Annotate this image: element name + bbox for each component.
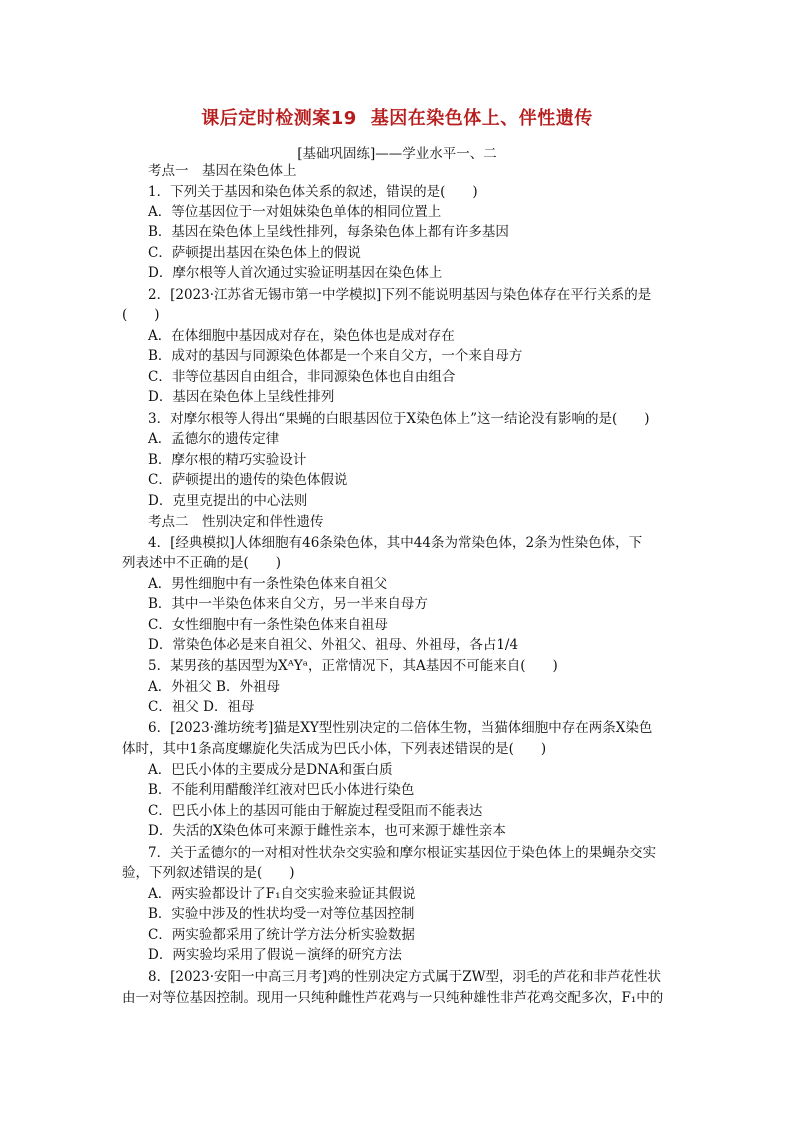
answer-option: B．不能利用醋酸洋红液对巴氏小体进行染色 [148, 782, 415, 798]
answer-option: A．等位基因位于一对姐妹染色单体的相同位置上 [148, 204, 442, 220]
question-text: 6．[2023·潍坊统考]猫是XY型性别决定的二倍体生物，当猫体细胞中存在两条X染色 [148, 720, 653, 736]
answer-option: C．非等位基因自由组合，非同源染色体也自由组合 [148, 369, 456, 385]
answer-option: A．孟德尔的遗传定律 [148, 431, 280, 447]
answer-option: C．女性细胞中有一条性染色体来自祖母 [148, 617, 388, 633]
section-heading: 考点二 性别决定和伴性遗传 [148, 514, 324, 530]
answer-option: C．萨顿提出基因在染色体上的假说 [148, 245, 361, 261]
answer-option: B．摩尔根的精巧实验设计 [148, 452, 307, 468]
question-text: 由一对等位基因控制。现用一只纯种雌性芦花鸡与一只纯种雄性非芦花鸡交配多次，F₁中的 [122, 990, 664, 1006]
question-text: 7．关于孟德尔的一对相对性状杂交实验和摩尔根证实基因位于染色体上的果蝇杂交实 [148, 845, 657, 861]
answer-option: C．两实验都采用了统计学方法分析实验数据 [148, 927, 415, 943]
answer-option: D．摩尔根等人首次通过实验证明基因在染色体上 [148, 265, 443, 281]
question-text: 2．[2023·江苏省无锡市第一中学模拟]下列不能说明基因与染色体存在平行关系的是 [148, 287, 652, 303]
section-heading: 考点一 基因在染色体上 [148, 163, 297, 179]
question-text: 列表述中不正确的是( ) [122, 555, 282, 571]
page-title [0, 104, 794, 130]
title-part-1: 课后定时检测案19 [201, 108, 357, 129]
answer-option: B．基因在染色体上呈线性排列，每条染色体上都有许多基因 [148, 224, 509, 240]
answer-option: A．外祖父 B．外祖母 [148, 679, 280, 695]
question-text: 8．[2023·安阳一中高三月考]鸡的性别决定方式属于ZW型，羽毛的芦花和非芦花性状 [148, 969, 662, 985]
answer-option: B．其中一半染色体来自父方，另一半来自母方 [148, 596, 428, 612]
question-text: 3．对摩尔根等人得出“果蝇的白眼基因位于X染色体上”这一结论没有影响的是( ) [148, 411, 650, 427]
answer-option: A．男性细胞中有一条性染色体来自祖父 [148, 576, 388, 592]
question-text: 5．某男孩的基因型为XᴬYᵃ，正常情况下，其A基因不可能来自( ) [148, 658, 558, 674]
question-text: 4．[经典模拟]人体细胞有46条染色体，其中44条为常染色体，2条为性染色体，下 [148, 535, 643, 551]
answer-option: B．实验中涉及的性状均受一对等位基因控制 [148, 906, 415, 922]
answer-option: A．巴氏小体的主要成分是DNA和蛋白质 [148, 762, 393, 778]
section-subtitle: [基础巩固练]——学业水平一、二 [297, 146, 497, 162]
question-text: 1．下列关于基因和染色体关系的叙述，错误的是( ) [148, 184, 478, 200]
answer-option: B．成对的基因与同源染色体都是一个来自父方，一个来自母方 [148, 348, 523, 364]
answer-option: C．祖父 D．祖母 [148, 699, 255, 715]
answer-option: A．两实验都设计了F₁自交实验来验证其假说 [148, 886, 416, 902]
question-text: 体时，其中1条高度螺旋化失活成为巴氏小体，下列表述错误的是( ) [122, 741, 547, 757]
answer-option: D．基因在染色体上呈线性排列 [148, 389, 335, 405]
answer-option: D．失活的X染色体可来源于雌性亲本，也可来源于雄性亲本 [148, 823, 506, 839]
answer-option: C．萨顿提出的遗传的染色体假说 [148, 472, 348, 488]
answer-option: C．巴氏小体上的基因可能由于解旋过程受阻而不能表达 [148, 803, 483, 819]
question-text: ( ) [122, 307, 160, 323]
answer-option: A．在体细胞中基因成对存在，染色体也是成对存在 [148, 328, 455, 344]
title-part-2: 基因在染色体上、伴性遗传 [370, 108, 593, 129]
answer-option: D．常染色体必是来自祖父、外祖父、祖母、外祖母，各占1/4 [148, 637, 519, 653]
answer-option: D．克里克提出的中心法则 [148, 493, 308, 509]
answer-option: D．两实验均采用了假说－演绎的研究方法 [148, 947, 402, 963]
question-text: 验，下列叙述错误的是( ) [122, 865, 295, 881]
